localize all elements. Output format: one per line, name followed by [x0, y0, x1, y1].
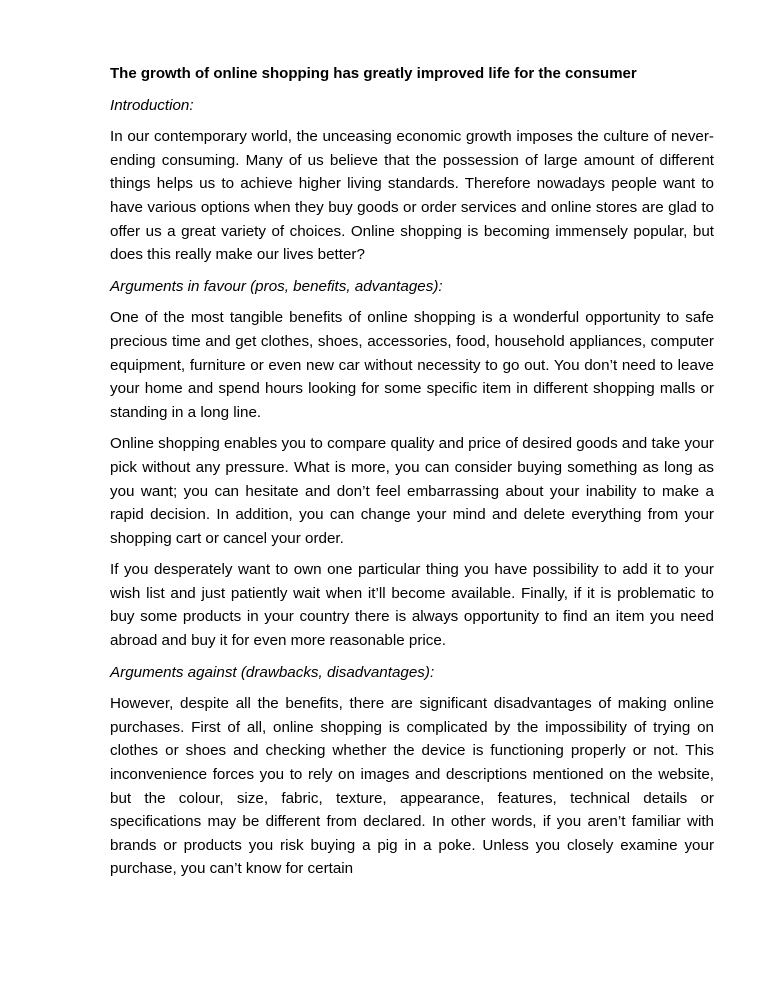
favour-paragraph-3: If you desperately want to own one particular thing you have possibility to add it to your wish list and just patiently wait when it’ll become available. Finally, if it is problematic to buy some products in your country there is always opportunity to find an item you need abroad and buy it for even more reasonable price.	[110, 561, 714, 650]
introduction-heading: Introduction:	[110, 96, 194, 114]
document-page	[110, 62, 714, 889]
favour-paragraph-1: One of the most tangible benefits of online shopping is a wonderful opportunity to safe precious time and get clothes, shoes, accessories, food, household appliances, computer equipment, furniture or even new car without necessity to go out. You don’t need to leave your home and spend hours looking for some specific item in different shopping malls or standing in a long line.	[110, 309, 714, 421]
arguments-against-heading: Arguments against (drawbacks, disadvantages):	[110, 663, 435, 681]
introduction-paragraph: In our contemporary world, the unceasing economic growth imposes the culture of never-ending consuming. Many of us believe that the possession of large amount of different things helps us to achieve higher living standards. Therefore nowadays people want to have various options when they buy goods or order services and online stores are glad to offer us a great variety of choices. Online shopping is becoming immensely popular, but does this really make our lives better?	[110, 128, 714, 264]
against-paragraph: However, despite all the benefits, there are significant disadvantages of making online purchases. First of all, online shopping is complicated by the impossibility of trying on clothes or shoes and checking whether the device is functioning properly or not. This inconvenience forces you to rely on images and descriptions mentioned on the website, but the colour, size, fabric, texture, appearance, features, technical details or specifications may be different from declared. In other words, if you aren’t familiar with brands or products you risk buying a pig in a poke. Unless you closely examine your purchase, you can’t know for certain	[110, 695, 714, 878]
arguments-in-favour-heading: Arguments in favour (pros, benefits, advantages):	[110, 277, 443, 295]
favour-paragraph-2: Online shopping enables you to compare quality and price of desired goods and take your pick without any pressure. What is more, you can consider buying something as long as you want; you can hesitate and don’t feel embarrassing about your inability to make a rapid decision. In addition, you can change your mind and delete everything from your shopping cart or cancel your order.	[110, 435, 714, 547]
document-title: The growth of online shopping has greatly improved life for the consumer	[110, 65, 637, 82]
